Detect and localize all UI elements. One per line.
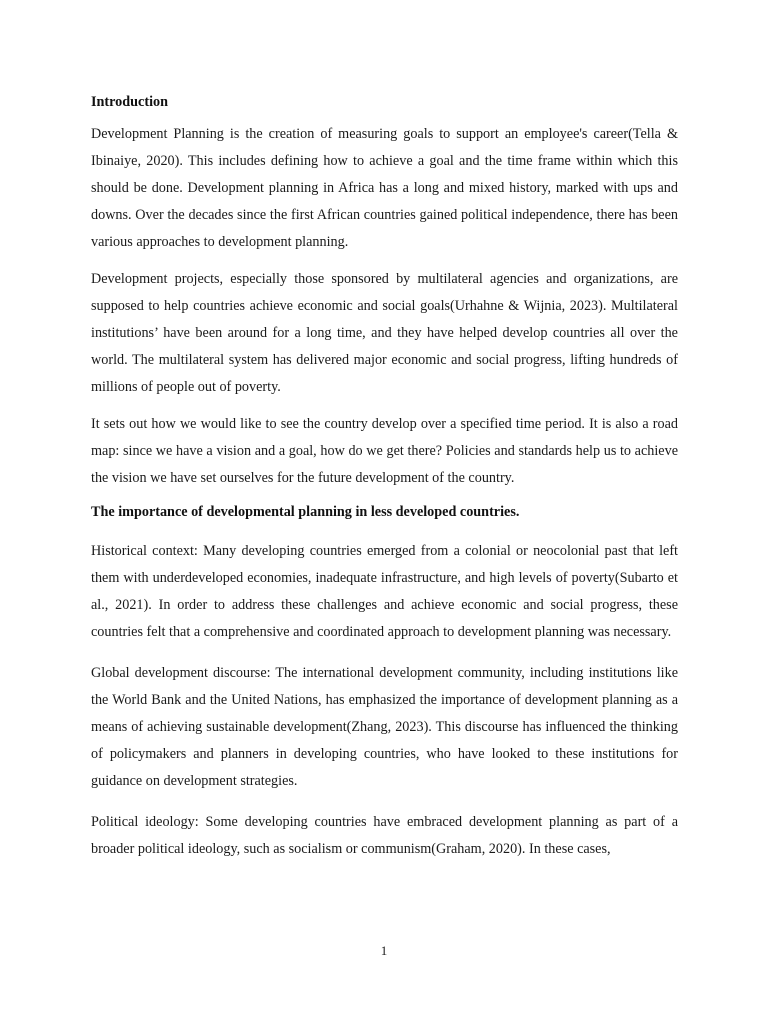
paragraph-road-map: It sets out how we would like to see the country develop over a specified time period. It is also a road map: since we have a vision and a goal, how do we get there? Policies and standards help us to achieve the vision we have set ourselves for the future development of the country. — [91, 416, 678, 486]
paragraph-political-ideology: Political ideology: Some developing countries have embraced development planning as part of a broader political ideology, such as socialism or communism(Graham, 2020). In these cases, — [91, 814, 678, 857]
heading-introduction: Introduction — [91, 94, 168, 110]
page-number: 1 — [380, 943, 388, 958]
document-page — [91, 92, 678, 873]
paragraph-development-planning: Development Planning is the creation of measuring goals to support an employee's career(Tella & Ibinaiye, 2020). This includes defining how to achieve a goal and the time frame within which this should be done. Development planning in Africa has a long and mixed history, marked with ups and downs. Over the decades since the first African countries gained political independence, there has been various approaches to development planning. — [91, 126, 678, 250]
paragraph-global-discourse: Global development discourse: The international development community, including institutions like the World Bank and the United Nations, has emphasized the importance of development planning as a means of achieving sustainable development(Zhang, 2023). This discourse has influenced the thinking of policymakers and planners in developing countries, who have looked to these institutions for guidance on development strategies. — [91, 665, 678, 789]
heading-importance: The importance of developmental planning in less developed countries. — [91, 504, 520, 520]
paragraph-development-projects: Development projects, especially those sponsored by multilateral agencies and organizations, are supposed to help countries achieve economic and social goals(Urhahne & Wijnia, 2023). Multilateral institutions’ have been around for a long time, and they have helped develop countries all over the world. The multilateral system has delivered major economic and social progress, lifting hundreds of millions of people out of poverty. — [91, 271, 678, 395]
paragraph-historical-context: Historical context: Many developing countries emerged from a colonial or neocolonial past that left them with underdeveloped economies, inadequate infrastructure, and high levels of poverty(Subarto et al., 2021). In order to address these challenges and achieve economic and social progress, these countries felt that a comprehensive and coordinated approach to development planning was necessary. — [91, 543, 678, 640]
